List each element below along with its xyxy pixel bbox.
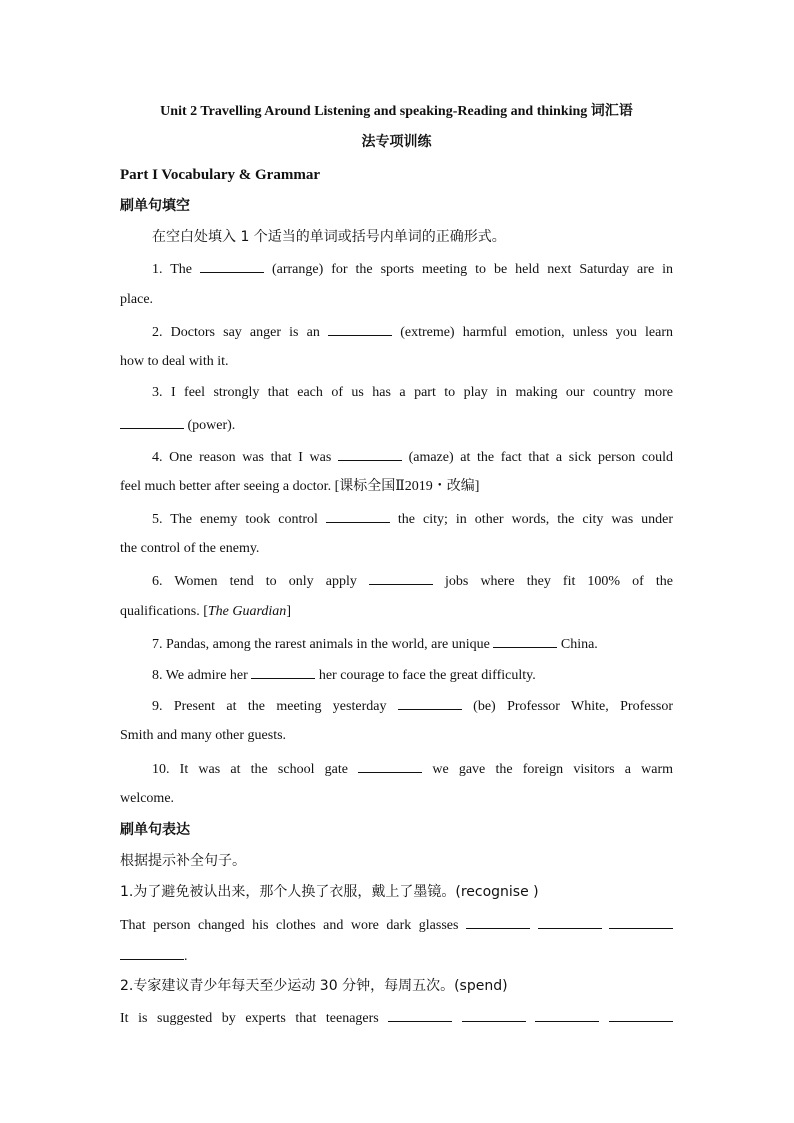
question-10: 10. It was at the school gate we gave the foreign visitors a warm (152, 758, 673, 780)
question-8: 8. We admire her her courage to face the great difficulty. (152, 664, 673, 686)
translation-answer-2: It is suggested by experts that teenagers (120, 1007, 673, 1029)
translation-prompt-1: 1.为了避免被认出来，那个人换了衣服，戴上了墨镜。(recognise ) (120, 884, 539, 900)
source-citation: The Guardian (207, 604, 287, 619)
answer-blank[interactable] (328, 321, 392, 336)
answer-blank[interactable] (388, 1007, 452, 1022)
answer-blank[interactable] (120, 945, 184, 960)
question-2: 2. Doctors say anger is an (extreme) harmful emotion, unless you learn (152, 321, 673, 343)
answer-blank[interactable] (535, 1007, 599, 1022)
answer-blank[interactable] (120, 414, 184, 429)
translation-prompt-2: 2.专家建议青少年每天至少运动 30 分钟，每周五次。(spend) (120, 978, 508, 994)
answer-blank[interactable] (326, 508, 390, 523)
question-5-continued: the control of the enemy. (120, 541, 260, 556)
answer-blank[interactable] (398, 695, 462, 710)
translation-answer-1: That person changed his clothes and wore dark glasses (120, 914, 673, 936)
answer-blank[interactable] (369, 570, 433, 585)
answer-blank[interactable] (358, 758, 422, 773)
question-4-continued: feel much better after seeing a doctor. [课标全国Ⅱ2019・改编] (120, 479, 480, 494)
question-7: 7. Pandas, among the rarest animals in the world, are unique China. (152, 633, 673, 655)
question-6-continued: qualifications. [The Guardian] (120, 604, 291, 619)
answer-blank[interactable] (493, 633, 557, 648)
document-title-line-1: Unit 2 Travelling Around Listening and speaking-Reading and thinking 词汇语 (160, 104, 633, 119)
question-3-continued: (power). (120, 414, 673, 436)
answer-blank[interactable] (609, 1007, 673, 1022)
answer-blank[interactable] (462, 1007, 526, 1022)
answer-blank[interactable] (466, 914, 530, 929)
answer-blank[interactable] (338, 446, 402, 461)
question-6: 6. Women tend to only apply jobs where they fit 100% of the (152, 570, 673, 592)
translation-answer-1-continued: . (120, 945, 673, 967)
question-4: 4. One reason was that I was (amaze) at the fact that a sick person could (152, 446, 673, 468)
answer-blank[interactable] (200, 258, 264, 273)
document-title-line-2: 法专项训练 (361, 135, 432, 150)
answer-blank[interactable] (538, 914, 602, 929)
question-5: 5. The enemy took control the city; in other words, the city was under (152, 508, 673, 530)
question-3: 3. I feel strongly that each of us has a part to play in making our country more (152, 385, 673, 400)
question-9-continued: Smith and many other guests. (120, 728, 287, 743)
question-2-continued: how to deal with it. (120, 354, 229, 369)
part-heading: Part I Vocabulary & Grammar (120, 167, 320, 183)
question-1: 1. The (arrange) for the sports meeting to be held next Saturday are in (152, 258, 673, 280)
answer-blank[interactable] (251, 664, 315, 679)
section-heading-sentence-completion: 刷单句表达 (120, 822, 190, 838)
question-9: 9. Present at the meeting yesterday (be) Professor White, Professor (152, 695, 673, 717)
question-1-continued: place. (120, 292, 154, 307)
section-heading-fill-blanks: 刷单句填空 (120, 198, 190, 214)
answer-blank[interactable] (609, 914, 673, 929)
question-10-continued: welcome. (120, 791, 175, 806)
section-instruction-fill-blanks: 在空白处填入 1 个适当的单词或括号内单词的正确形式。 (152, 229, 506, 245)
section-instruction-sentence-completion: 根据提示补全句子。 (120, 853, 246, 869)
